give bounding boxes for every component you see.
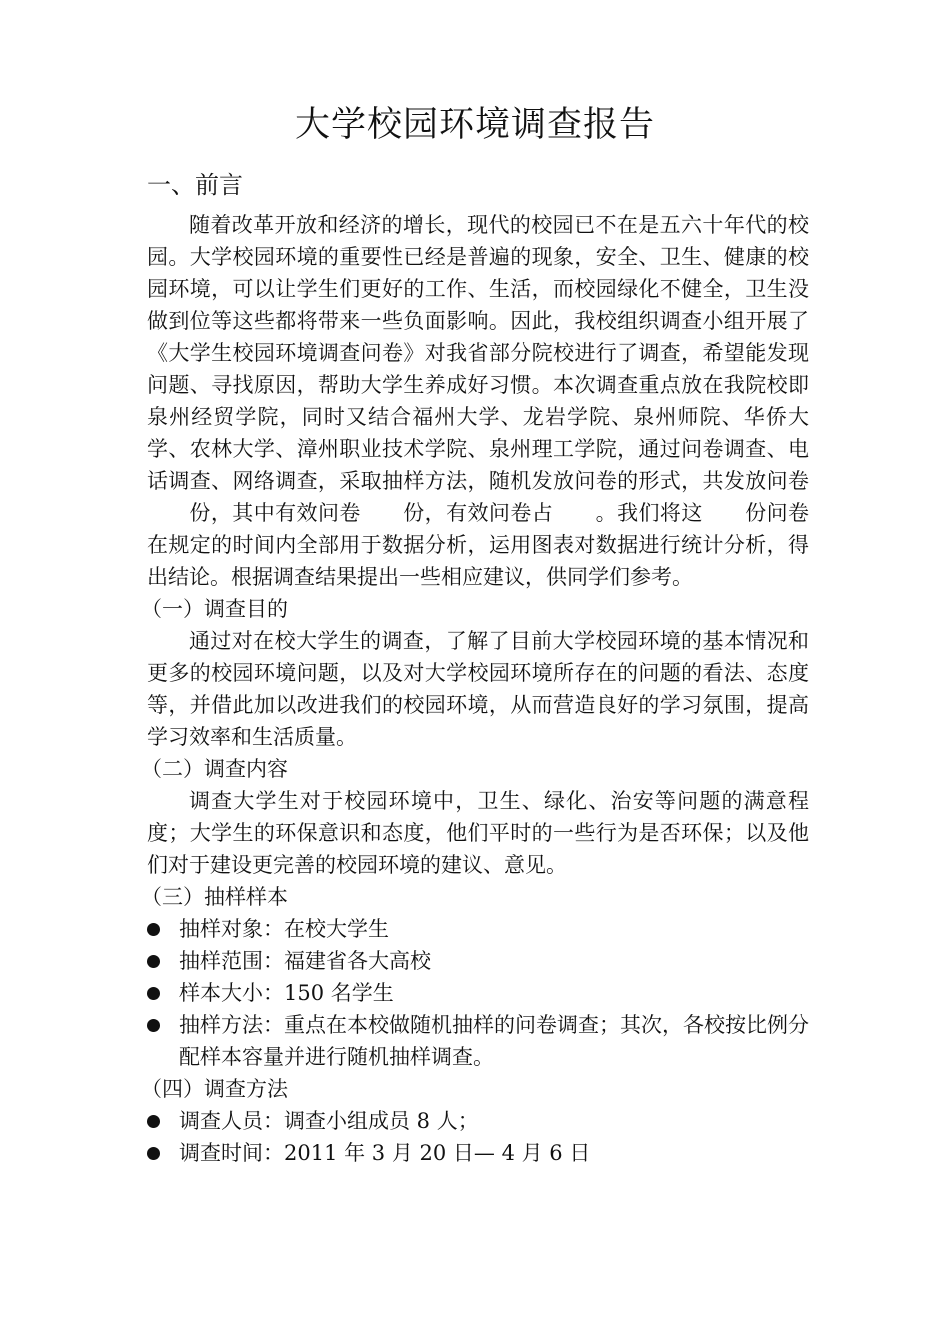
bullet-icon <box>147 955 160 968</box>
list-item <box>147 977 809 1009</box>
intro-paragraph <box>147 209 809 593</box>
bullet-icon <box>147 1115 160 1128</box>
method-list <box>147 1105 809 1169</box>
list-item <box>147 945 809 977</box>
intro-text-part5: 我们将这 <box>617 501 703 525</box>
bullet-icon <box>147 987 160 1000</box>
sample-item-text: 抽样对象：在校大学生 <box>179 917 389 941</box>
subheading-content: （二）调查内容 <box>141 757 288 781</box>
bullet-icon <box>147 923 160 936</box>
list-item <box>147 1105 809 1137</box>
intro-text-part4: 。 <box>595 501 618 525</box>
intro-text-part2: 份，其中有效问卷 <box>189 501 361 525</box>
document-title: 大学校园环境调查报告 <box>294 105 655 145</box>
subheading-purpose: （一）调查目的 <box>141 597 288 621</box>
bullet-icon <box>147 1147 160 1160</box>
section-heading-preface: 一、前言 <box>147 171 243 199</box>
list-item <box>147 913 809 945</box>
sample-list <box>147 913 809 1073</box>
bullet-icon <box>147 1019 160 1032</box>
intro-text-part1: 随着改革开放和经济的增长，现代的校园已不在是五六十年代的校园。大学校园环境的重要性已经是普遍的现象，安全、卫生、健康的校园环境，可以让学生们更好的工作、生活，而校园绿化不健全，卫生没做到位等这些都将带来一些负面影响。因此，我校组织调查小组开展了《大学生校园环境调查问卷》对我省部分院校进行了调查，希望能发现问题、寻找原因，帮助大学生养成好习惯。本次调查重点放在我院校即泉州经贸学院，同时又结合福州大学、龙岩学院、泉州师院、华侨大学、农林大学、漳州职业技术学院、泉州理工学院，通过问卷调查、电话调查、网络调查，采取抽样方法，随机发放问卷的形式，共发放问卷 <box>147 213 809 493</box>
subheading-method: （四）调查方法 <box>141 1077 288 1101</box>
document-body <box>141 209 810 1169</box>
content-paragraph: 调查大学生对于校园环境中，卫生、绿化、治安等问题的满意程度；大学生的环保意识和态度，他们平时的一些行为是否环保；以及他们对于建设更完善的校园环境的建议、意见。 <box>147 789 809 877</box>
list-item <box>147 1137 809 1169</box>
list-item <box>147 1009 809 1073</box>
intro-text-part6: 份问卷在规定的时间内全部用于数据分析，运用图表对数据进行统计分析，得出结论。根据调查结果提出一些相应建议，供同学们参考。 <box>147 501 810 589</box>
sample-item-text: 抽样范围：福建省各大高校 <box>179 949 431 973</box>
sample-item-text: 抽样方法：重点在本校做随机抽样的问卷调查；其次，各校按比例分配样本容量并进行随机抽样调查。 <box>179 1013 809 1069</box>
method-item-text: 调查时间：2011 年 3 月 20 日— 4 月 6 日 <box>179 1141 591 1165</box>
sample-item-text: 样本大小：150 名学生 <box>179 981 394 1005</box>
method-item-text: 调查人员：调查小组成员 8 人； <box>179 1109 479 1133</box>
intro-text-part3: 份，有效问卷占 <box>402 501 554 525</box>
subheading-sample: （三）抽样样本 <box>141 885 288 909</box>
purpose-paragraph: 通过对在校大学生的调查，了解了目前大学校园环境的基本情况和更多的校园环境问题，以及对大学校园环境所存在的问题的看法、态度等，并借此加以改进我们的校园环境，从而营造良好的学习氛围，提高学习效率和生活质量。 <box>147 629 809 749</box>
